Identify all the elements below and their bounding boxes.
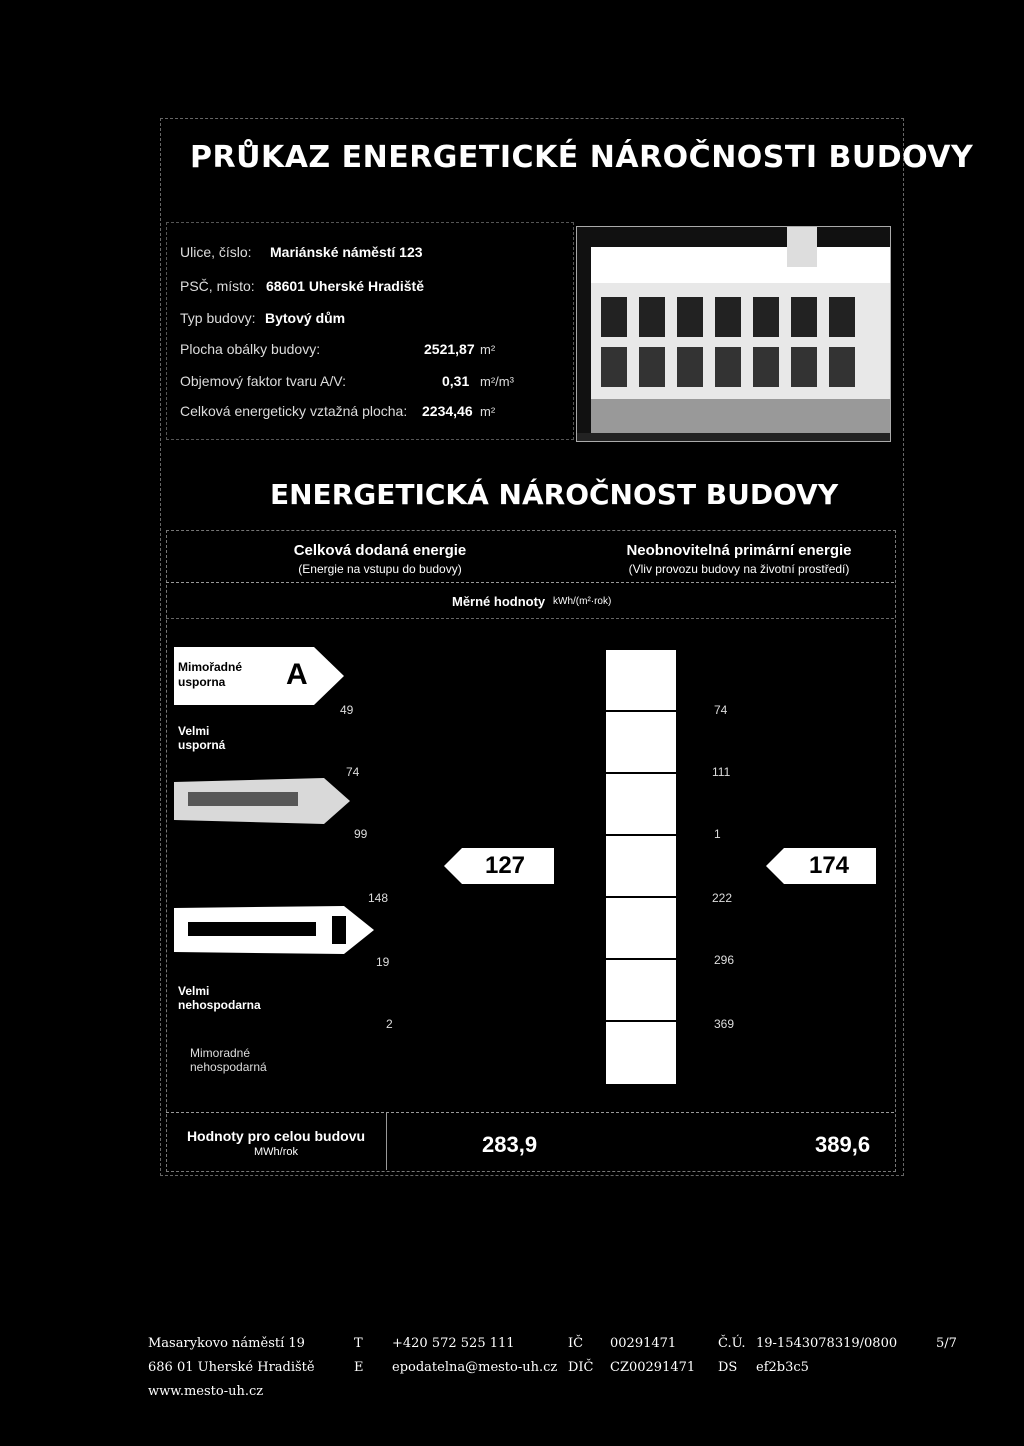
totals-label: Hodnoty pro celou budovu — [186, 1128, 366, 1144]
scale-divider-5 — [606, 958, 676, 960]
footer-account: 19-1543078319/0800 — [756, 1336, 898, 1351]
zip-label: PSČ, místo: — [180, 278, 255, 294]
street-label: Ulice, číslo: — [180, 244, 252, 260]
footer-ic: 00291471 — [610, 1336, 677, 1351]
scale-divider-4 — [606, 896, 676, 898]
total-delivered-value: 283,9 — [482, 1132, 538, 1157]
class-a-label-2: usporna — [178, 675, 226, 689]
shape-unit: m²/m³ — [480, 374, 514, 389]
right-tick-1: 74 — [714, 703, 728, 717]
footer-website[interactable]: www.mesto-uh.cz — [148, 1384, 264, 1399]
left-tick-1: 49 — [340, 703, 354, 717]
primary-title: Neobnovitelná primární energie — [626, 542, 852, 559]
envelope-value: 2521,87 — [424, 341, 475, 357]
primary-subtitle: (Vliv provozu budovy na životní prostředí) — [628, 562, 850, 576]
delivered-specific-value: 127 — [484, 852, 526, 879]
footer-email[interactable]: epodatelna@mesto-uh.cz — [392, 1360, 558, 1375]
right-tick-5: 296 — [714, 953, 735, 967]
right-tick-3: 1 — [714, 827, 721, 841]
building-photo — [576, 226, 891, 442]
delivered-subtitle: (Energie na vstupu do budovy) — [298, 562, 462, 576]
shape-value: 0,31 — [442, 373, 470, 389]
footer-dic: CZ00291471 — [610, 1360, 696, 1375]
footer-ic-key: IČ — [568, 1336, 584, 1351]
shape-label: Objemový faktor tvaru A/V: — [180, 373, 346, 389]
section-title: ENERGETICKÁ NÁROČNOST BUDOVY — [270, 478, 839, 511]
primary-specific-value: 174 — [808, 852, 850, 879]
footer-phone-key: T — [354, 1336, 363, 1351]
page-title: PRŮKAZ ENERGETICKÉ NÁROČNOSTI BUDOVY — [190, 140, 974, 175]
footer-address-1: Masarykovo náměstí 19 — [148, 1336, 305, 1351]
class-c-shape — [174, 778, 350, 824]
area-unit: m² — [480, 404, 496, 419]
envelope-unit: m² — [480, 342, 496, 357]
left-tick-3: 99 — [354, 827, 368, 841]
street-value: Mariánské náměstí 123 — [270, 244, 423, 260]
class-b-label-2: usporná — [178, 738, 226, 752]
specific-label: Měrné hodnoty — [452, 594, 546, 609]
scale-divider-1 — [606, 710, 676, 712]
class-f-label-2: nehospodarna — [178, 998, 261, 1012]
scale-divider-2 — [606, 772, 676, 774]
delivered-title: Celková dodaná energie — [293, 542, 467, 559]
specific-divider — [166, 618, 894, 619]
left-tick-6: 2 — [386, 1017, 393, 1031]
left-tick-4: 148 — [368, 891, 389, 905]
class-e-shape — [174, 906, 374, 954]
primary-scale — [606, 650, 676, 1084]
right-tick-6: 369 — [714, 1017, 735, 1031]
area-label: Celková energeticky vztažná plocha: — [180, 403, 408, 419]
right-tick-4: 222 — [712, 891, 733, 905]
total-primary-value: 389,6 — [815, 1132, 871, 1157]
totals-unit: MWh/rok — [254, 1146, 298, 1158]
footer-address-2: 686 01 Uherské Hradiště — [148, 1360, 315, 1375]
class-c-arrow — [174, 778, 350, 824]
left-tick-2: 74 — [346, 765, 360, 779]
zip-value: 68601 Uherské Hradiště — [266, 278, 424, 294]
class-b-label-1: Velmi — [178, 724, 210, 738]
class-g-label-2: nehospodarná — [190, 1060, 267, 1074]
class-e-arrow — [174, 906, 374, 954]
footer-email-key: E — [354, 1360, 364, 1375]
class-f-label-1: Velmi — [178, 984, 210, 998]
class-a-label-1: Mimořadné — [178, 660, 243, 674]
area-value: 2234,46 — [422, 403, 473, 419]
class-a-letter: A — [286, 658, 308, 691]
footer-ds-key: DS — [718, 1360, 738, 1375]
building-photo-graphic — [577, 227, 890, 441]
footer-dic-key: DIČ — [568, 1360, 594, 1375]
type-value: Bytový dům — [265, 310, 346, 326]
class-g-label-1: Mimoradné — [190, 1046, 251, 1060]
footer-phone[interactable]: +420 572 525 111 — [392, 1336, 515, 1351]
scale-divider-6 — [606, 1020, 676, 1022]
footer-ds: ef2b3c5 — [756, 1360, 809, 1375]
envelope-label: Plocha obálky budovy: — [180, 341, 321, 357]
right-tick-2: 111 — [712, 765, 731, 779]
type-label: Typ budovy: — [180, 310, 256, 326]
header-divider — [166, 582, 894, 583]
left-tick-5: 19 — [376, 955, 390, 969]
page-number: 5/7 — [936, 1336, 957, 1351]
scale-divider-3 — [606, 834, 676, 836]
footer-account-key: Č.Ú. — [718, 1336, 746, 1351]
specific-unit: kWh/(m²·rok) — [553, 596, 612, 607]
